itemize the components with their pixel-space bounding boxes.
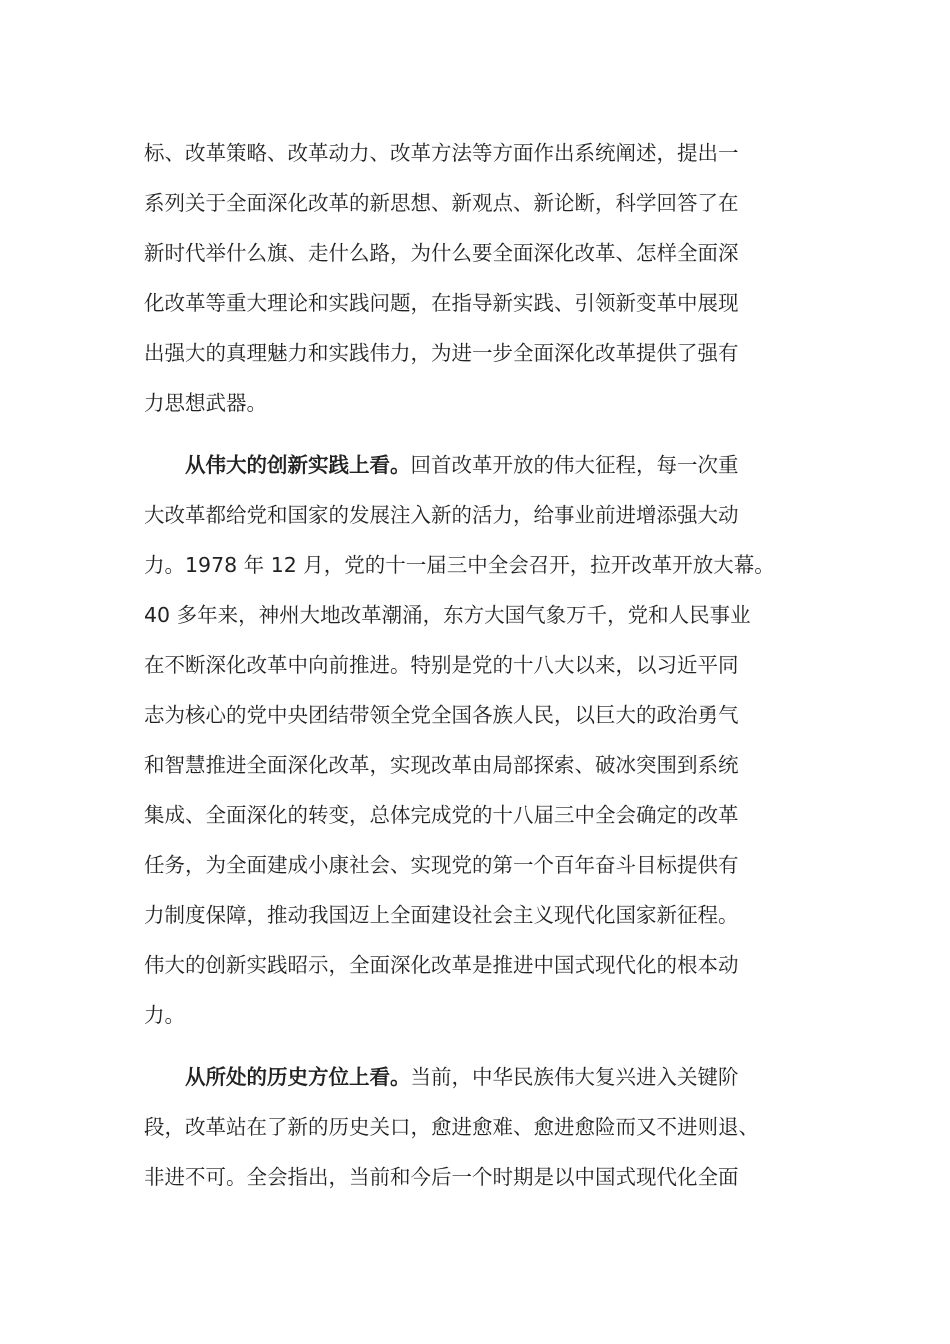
paragraph-line: 力。 <box>144 1003 185 1027</box>
paragraph-line: 段，改革站在了新的历史关口，愈进愈难、愈进愈险而又不进则退、 <box>144 1115 759 1139</box>
paragraph-first-line <box>144 440 808 490</box>
paragraph-line: 力。1978 年 12 月，党的十一届三中全会召开，拉开改革开放大幕。 <box>144 553 775 577</box>
paragraph-line: 在不断深化改革中向前推进。特别是党的十八大以来，以习近平同 <box>144 653 739 677</box>
paragraph-line: 力思想武器。 <box>144 391 267 415</box>
paragraph-3 <box>144 1052 808 1202</box>
paragraph-line: 非进不可。全会指出，当前和今后一个时期是以中国式现代化全面 <box>144 1165 739 1189</box>
paragraph-line: 力制度保障，推动我国迈上全面建设社会主义现代化国家新征程。 <box>144 903 739 927</box>
paragraph-line: 集成、全面深化的转变，总体完成党的十八届三中全会确定的改革 <box>144 803 739 827</box>
paragraph-line: 化改革等重大理论和实践问题，在指导新实践、引领新变革中展现 <box>144 291 739 315</box>
paragraph-line: 伟大的创新实践昭示，全面深化改革是推进中国式现代化的根本动 <box>144 953 739 977</box>
paragraph-line: 出强大的真理魅力和实践伟力，为进一步全面深化改革提供了强有 <box>144 341 739 365</box>
paragraph-line: 标、改革策略、改革动力、改革方法等方面作出系统阐述，提出一 <box>144 141 739 165</box>
paragraph-line: 志为核心的党中央团结带领全党全国各族人民，以巨大的政治勇气 <box>144 703 739 727</box>
paragraph-gap <box>144 428 808 440</box>
paragraph-line: 系列关于全面深化改革的新思想、新观点、新论断，科学回答了在 <box>144 191 739 215</box>
paragraph-heading: 从所处的历史方位上看。 <box>185 1065 411 1089</box>
paragraph-1 <box>144 128 808 428</box>
paragraph-line: 和智慧推进全面深化改革，实现改革由局部探索、破冰突围到系统 <box>144 753 739 777</box>
paragraph-text: 回首改革开放的伟大征程，每一次重 <box>410 453 739 477</box>
document-body <box>144 128 808 1202</box>
paragraph-line: 40 多年来，神州大地改革潮涌，东方大国气象万千，党和人民事业 <box>144 603 751 627</box>
paragraph-line: 任务，为全面建成小康社会、实现党的第一个百年奋斗目标提供有 <box>144 853 739 877</box>
paragraph-heading: 从伟大的创新实践上看。 <box>185 453 411 477</box>
paragraph-gap <box>144 1040 808 1052</box>
paragraph-line: 大改革都给党和国家的发展注入新的活力，给事业前进增添强大动 <box>144 503 739 527</box>
paragraph-first-line <box>144 1052 808 1102</box>
paragraph-line: 新时代举什么旗、走什么路，为什么要全面深化改革、怎样全面深 <box>144 241 739 265</box>
paragraph-text: 当前，中华民族伟大复兴进入关键阶 <box>410 1065 739 1089</box>
paragraph-2 <box>144 440 808 1040</box>
